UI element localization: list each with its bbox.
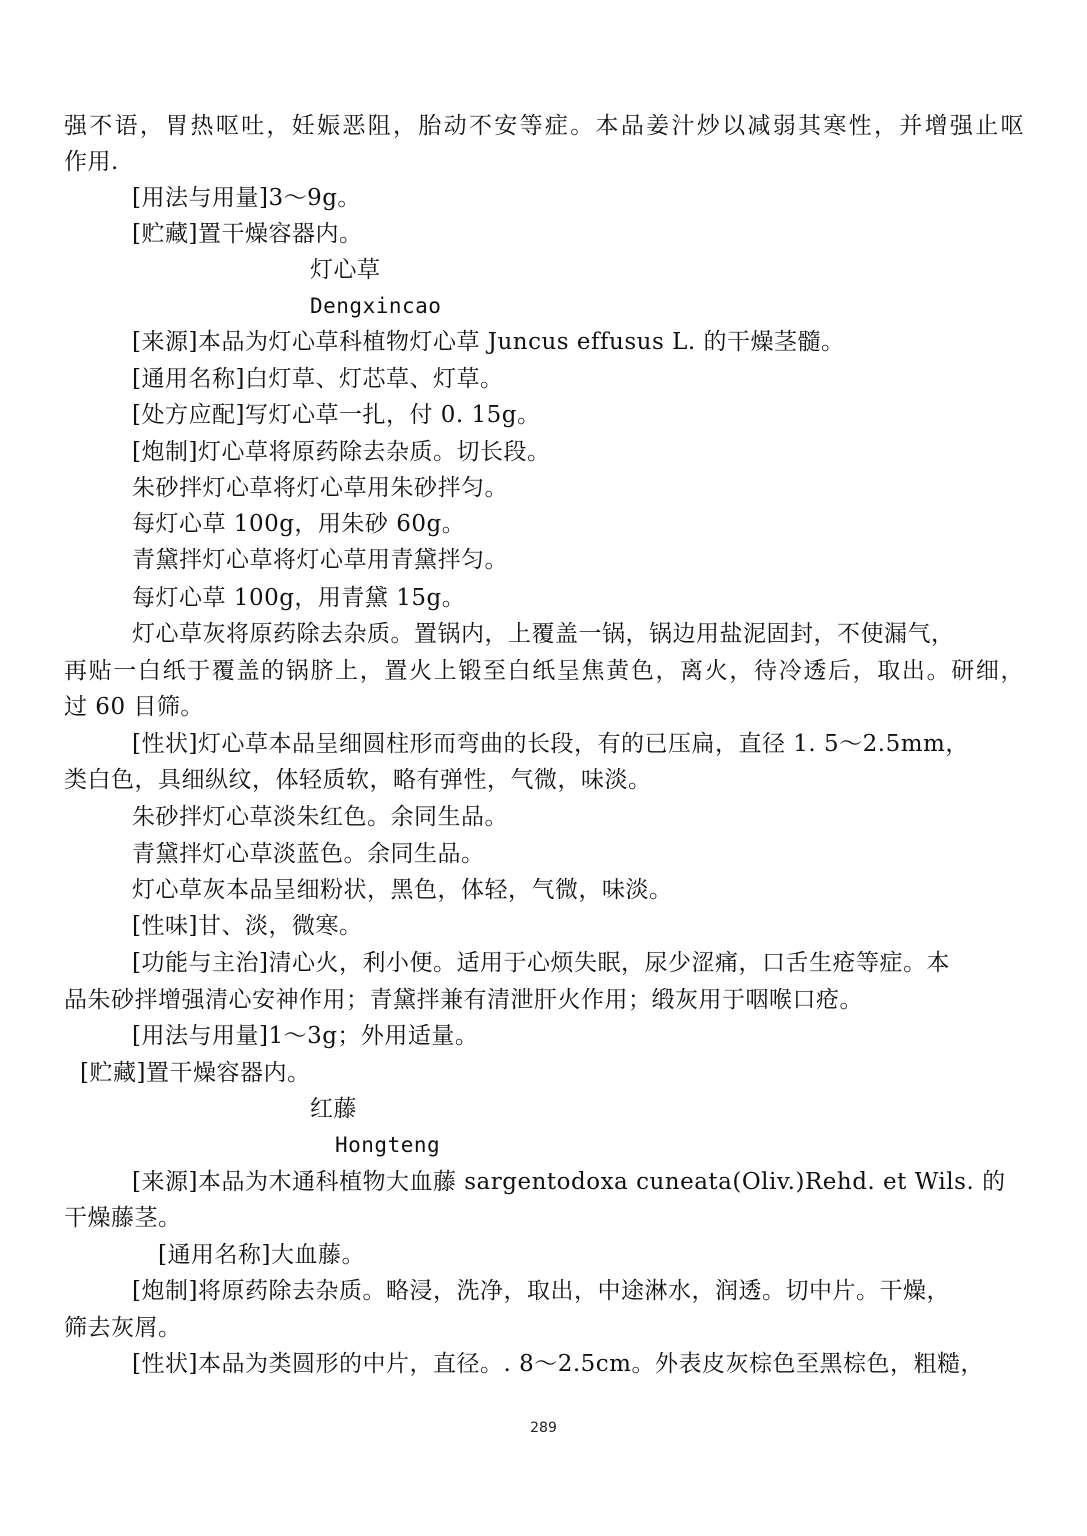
section-title: 灯心草	[310, 257, 381, 283]
text-line: [性状]本品为类圆形的中片，直径。. 8～2.5cm。外表皮灰棕色至黑棕色，粗糙，	[132, 1351, 984, 1377]
text-line: 灯心草灰将原药除去杂质。置锅内，上覆盖一锅，锅边用盐泥固封，不使漏气，	[132, 621, 955, 647]
text-line: [贮藏]置干燥容器内。	[132, 221, 363, 247]
text-line: [用法与用量]1～3g；外用适量。	[132, 1023, 479, 1049]
text-line: 强不语，胃热呕吐，妊娠恶阻，胎动不安等症。本品姜汁炒以减弱其寒性，并增强止呕	[64, 113, 1024, 139]
text-line: 过 60 目筛。	[64, 694, 204, 720]
text-line: 青黛拌灯心草淡蓝色。余同生品。	[132, 841, 485, 867]
text-line: 朱砂拌灯心草将灯心草用朱砂拌匀。	[132, 475, 508, 501]
section-title-latin: Hongteng	[335, 1133, 441, 1157]
text-line: [性状]灯心草本品呈细圆柱形而弯曲的长段，有的已压扁，直径 1. 5～2.5mm，	[132, 731, 969, 757]
text-line: [炮制]灯心草将原药除去杂质。切长段。	[132, 439, 551, 465]
text-line: [通用名称]大血藤。	[158, 1242, 365, 1268]
section-title: 红藤	[310, 1096, 357, 1122]
text-line: [贮藏]置干燥容器内。	[80, 1060, 311, 1086]
text-line: 品朱砂拌增强清心安神作用；青黛拌兼有清泄肝火作用；缎灰用于咽喉口疮。	[64, 987, 863, 1013]
text-line: 朱砂拌灯心草淡朱红色。余同生品。	[132, 804, 508, 830]
text-line: [通用名称]白灯草、灯芯草、灯草。	[132, 366, 504, 392]
text-line: 青黛拌灯心草将灯心草用青黛拌匀。	[132, 547, 508, 573]
text-line: 每灯心草 100g，用青黛 15g。	[132, 585, 466, 611]
text-line: [功能与主治]清心火，利小便。适用于心烦失眠，尿少涩痛，口舌生疮等症。本	[132, 950, 950, 976]
page-number: 289	[530, 1420, 557, 1436]
text-line: [炮制]将原药除去杂质。略浸，洗净，取出，中途淋水，润透。切中片。干燥，	[132, 1278, 950, 1304]
text-line: 筛去灰屑。	[64, 1315, 182, 1341]
text-line: 干燥藤茎。	[64, 1205, 182, 1231]
text-line: [处方应配]写灯心草一扎，付 0. 15g。	[132, 402, 541, 428]
text-line: 作用.	[64, 149, 119, 175]
text-line: 再贴一白纸于覆盖的锅脐上，置火上锻至白纸呈焦黄色，离火，待冷透后，取出。研细，	[64, 658, 1024, 684]
text-line: 每灯心草 100g，用朱砂 60g。	[132, 511, 466, 537]
text-line: [来源]本品为木通科植物大血藤 sargentodoxa cuneata(Oliv.)Rehd. et Wils. 的	[132, 1169, 1006, 1195]
section-title-latin: Dengxincao	[310, 294, 442, 318]
text-line: 类白色，具细纵纹，体轻质软，略有弹性，气微，味淡。	[64, 767, 652, 793]
text-line: [性味]甘、淡，微寒。	[132, 913, 363, 939]
text-line: [用法与用量]3～9g。	[132, 185, 361, 211]
text-line: [来源]本品为灯心草科植物灯心草 Juncus effusus L. 的干燥茎髓。	[132, 329, 845, 355]
text-line: 灯心草灰本品呈细粉状，黑色，体轻，气微，味淡。	[132, 877, 673, 903]
